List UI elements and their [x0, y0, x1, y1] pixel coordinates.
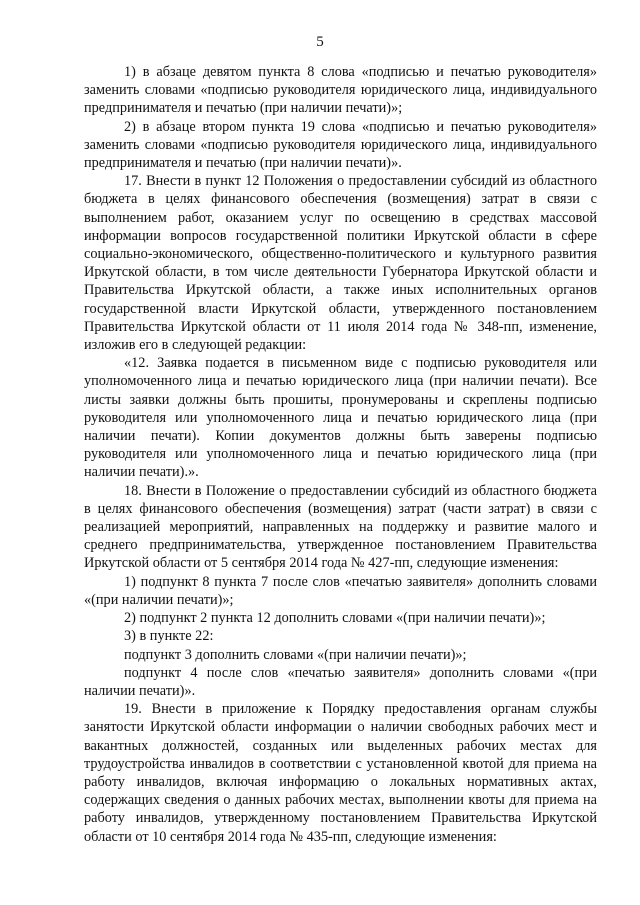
page-number: 5: [316, 34, 324, 50]
paragraph-2: 2) в абзаце втором пункта 19 слова «подписью и печатью руководителя» заменить словами «подписью руководителя юридического лица, индивидуального предпринимателя и печатью (при наличии печати)».: [84, 118, 597, 172]
paragraph-5: 18. Внести в Положение о предоставлении субсидий из областного бюджета в целях финансового обеспечения (возмещения) затрат (части затрат) в связи с реализацией мероприятий, направленных на поддержку и развитие малого и среднего предпринимательства, утвержденное постановлением Правительства Иркутской области от 5 сентября 2014 года № 427-пп, следующие изменения:: [84, 482, 597, 572]
paragraph-3: 17. Внести в пункт 12 Положения о предоставлении субсидий из областного бюджета в целях финансового обеспечения (возмещения) затрат в связи с выполнением работ, оказанием услуг по освещению в средствах массовой информации вопросов государственной политики Иркутской области в сфере социально-экономического, общественно-политического и культурного развития Иркутской области, в том числе деятельности Губернатора Иркутской области и Правительства Иркутской области, а также иных исполнительных органов государственной власти Иркутской области, утвержденного постановлением Правительства Иркутской области от 11 июля 2014 года № 348-пп, изменение, изложив его в следующей редакции:: [84, 173, 597, 354]
document-body: [84, 63, 597, 846]
paragraph-11: 19. Внести в приложение к Порядку предоставления органам службы занятости Иркутской области информации о наличии свободных рабочих мест и вакантных должностей, созданных или выделенных рабочих местах для трудоустройства инвалидов в соответствии с установленной квотой для приема на работу инвалидов, включая информацию о локальных нормативных актах, содержащих сведения о данных рабочих местах, выполнении квоты для приема на работу инвалидов, утвержденному постановлением Правительства Иркутской области от 10 сентября 2014 года № 435-пп, следующие изменения:: [84, 701, 597, 845]
paragraph-9: подпункт 3 дополнить словами «(при наличии печати)»;: [124, 646, 467, 663]
paragraph-4: «12. Заявка подается в письменном виде с подписью руководителя или уполномоченного лица и печатью юридического лица (при наличии печати). Все листы заявки должны быть прошиты, пронумерованы и скреплены подписью руководителя или уполномоченного лица и печатью юридического лица (при наличии печати). Копии документов должны быть заверены подписью руководителя или уполномоченного лица и печатью юридического лица (при наличии печати).».: [84, 355, 597, 481]
paragraph-10: подпункт 4 после слов «печатью заявителя» дополнить словами «(при наличии печати)».: [84, 664, 597, 699]
paragraph-6: 1) подпункт 8 пункта 7 после слов «печатью заявителя» дополнить словами «(при наличии печати)»;: [84, 573, 597, 608]
paragraph-7: 2) подпункт 2 пункта 12 дополнить словами «(при наличии печати)»;: [124, 610, 546, 627]
paragraph-1: 1) в абзаце девятом пункта 8 слова «подписью и печатью руководителя» заменить словами «подписью руководителя юридического лица, индивидуального предпринимателя и печатью (при наличии печати)»;: [84, 64, 597, 117]
paragraph-8: 3) в пункте 22:: [124, 628, 214, 645]
